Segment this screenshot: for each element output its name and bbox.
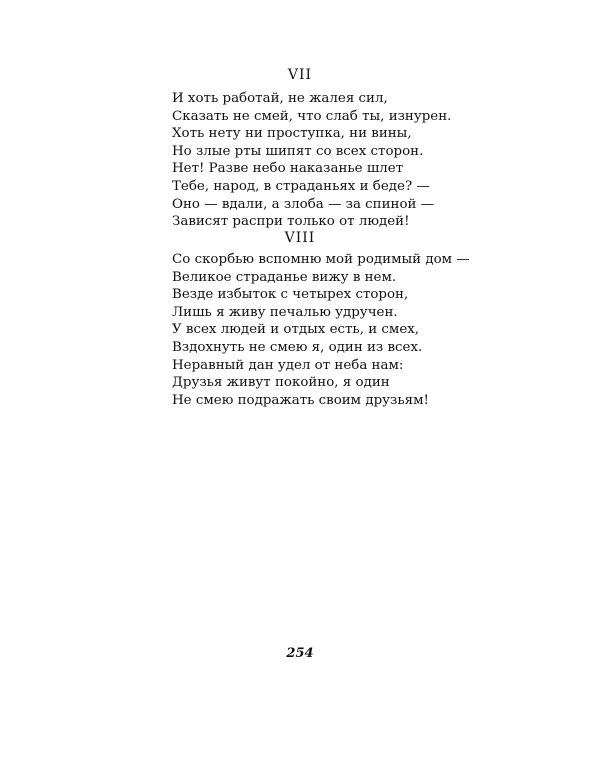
poem-line: Великое страданье вижу в нем. [172,269,397,285]
poem-line: Хоть нету ни проступка, ни вины, [172,126,412,142]
poem-line: Лишь я живу печалью удручен. [172,304,398,320]
poem-line: Вздохнуть не смею я, один из всех. [172,339,423,355]
poem-line: Со скорбью вспомню мой родимый дом — [172,252,470,267]
section-title-vii: VII [287,67,313,83]
poem-line: У всех людей и отдых есть, и смех, [172,322,420,338]
stanza-vii [172,90,592,231]
poem-line: Нет! Разве небо наказанье шлет [172,161,404,177]
poem-line: Оно — вдали, а злоба — за спиной — [172,196,435,212]
poem-line: Неравный дан удел от неба нам: [172,357,404,373]
poem-line: Но злые рты шипят со всех сторон. [172,143,424,159]
poem-line: Не смею подражать своим друзьям! [172,392,429,408]
section-title-viii: VIII [284,230,316,246]
poem-line: И хоть работай, не жалея сил, [172,91,388,106]
poem-line: Сказать не смей, что слаб ты, изнурен. [172,108,452,124]
stanza-viii [172,251,592,409]
poem-line: Везде избыток с четырех сторон, [172,287,409,303]
poem-line: Друзья живут покойно, я один [172,375,390,391]
page-number: 254 [286,646,314,661]
poem-line: Тебе, народ, в страданьях и беде? — [172,178,430,194]
poem-line: Зависят распри только от людей! [172,214,410,230]
